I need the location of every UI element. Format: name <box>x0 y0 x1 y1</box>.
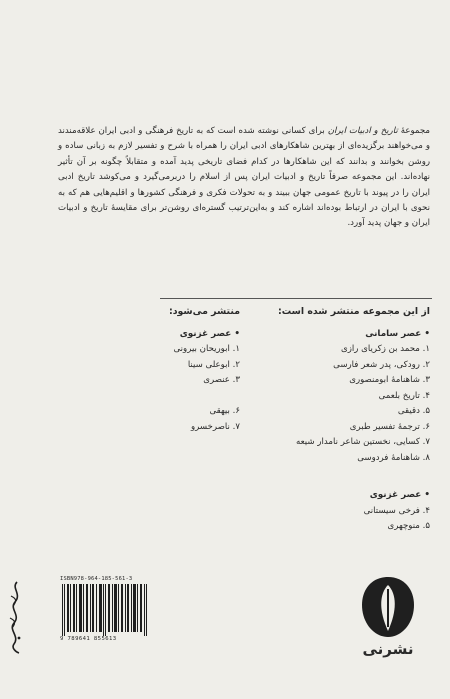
era-ghaznavid-label: • عصر غزنوی <box>179 328 240 339</box>
list-item: ۶. بیهقی <box>209 406 240 416</box>
isbn-barcode <box>60 576 148 646</box>
list-item: ۴. فرخی سیستانی <box>363 505 430 516</box>
list-item: ۶. ترجمهٔ تفسیر طبری <box>349 421 430 432</box>
publisher-name: نشرنی <box>362 640 414 658</box>
upcoming-list <box>60 304 240 435</box>
list-item: ۱. ابوریحان بیرونی <box>173 344 240 354</box>
era-ghaznavid-label: • عصر غزنوی <box>369 490 430 500</box>
list-item: ۲. ابوعلی سینا <box>187 359 240 370</box>
intro-text-rest: برای کسانی نوشته شده است که به تاریخ فرهنگی و ادبی ایران علاقه‌مندند و می‌خواهند برگزیده‌ای از بهترین شاهکارهای ادبی ایران را همراه با شرح و تفسیر لازم به زبانی ساده و روشن بخوانند و بدانند که این شاهکارها در کدام فضای تاریخی پدید آمده و متقابلاً چگونه بر آن تأثیر نهاده‌اند. این مجموعه صرفاً تاریخ و ادبیات ایران پس از اسلام را دربرمی‌گیرد و می‌کوشد تاریخ ادبی ایران را در پیوند با تاریخ عمومی جهان ببیند و به تحولات فکری و فرهنگی کشورها و اقلیم‌هایی هم که به نحوی با ایران در ارتباط بوده‌اند اشاره کند و به‌این‌ترتیب گستره‌ای روشن‌تر برای مقایسهٔ تاریخ و ادبیات ایران و جهان پدید آورد. <box>58 126 430 229</box>
list-item: ۳. شاهنامهٔ ابومنصوری <box>349 375 430 385</box>
list-item: ۵. منوچهری <box>387 521 430 531</box>
series-description <box>58 124 430 232</box>
signature-mark <box>2 578 28 656</box>
intro-text-start: مجموعهٔ <box>400 126 431 136</box>
divider-line <box>160 298 432 299</box>
list-item: ۷. کسایی، نخستین شاعر نامدار شیعه <box>296 437 430 447</box>
published-heading: از این مجموعه منتشر شده است: <box>277 306 430 317</box>
barcode-digits: 9 789641 855613 <box>60 636 117 642</box>
list-item: ۲. رودکی، پدر شعر فارسی <box>333 359 430 370</box>
published-list <box>250 304 430 535</box>
list-item: ۳. عنصری <box>203 375 240 385</box>
barcode-icon <box>60 584 148 636</box>
publisher-logo-icon <box>360 575 416 639</box>
list-item: ۷. ناصرخسرو <box>190 421 240 432</box>
series-title-italic: تاریخ و ادبیات ایران <box>327 126 398 136</box>
list-item: ۴. تاریخ بلعمی <box>378 390 430 401</box>
era-samanid-label: • عصر سامانی <box>365 328 430 339</box>
upcoming-heading: منتشر می‌شود: <box>168 306 240 317</box>
list-item: ۱. محمد بن زکریای رازی <box>341 344 430 354</box>
list-item: ۵. دقیقی <box>397 406 430 416</box>
isbn-number: ISBN978-964-185-561-3 <box>60 576 133 582</box>
list-item: ۸. شاهنامهٔ فردوسی <box>357 452 430 463</box>
